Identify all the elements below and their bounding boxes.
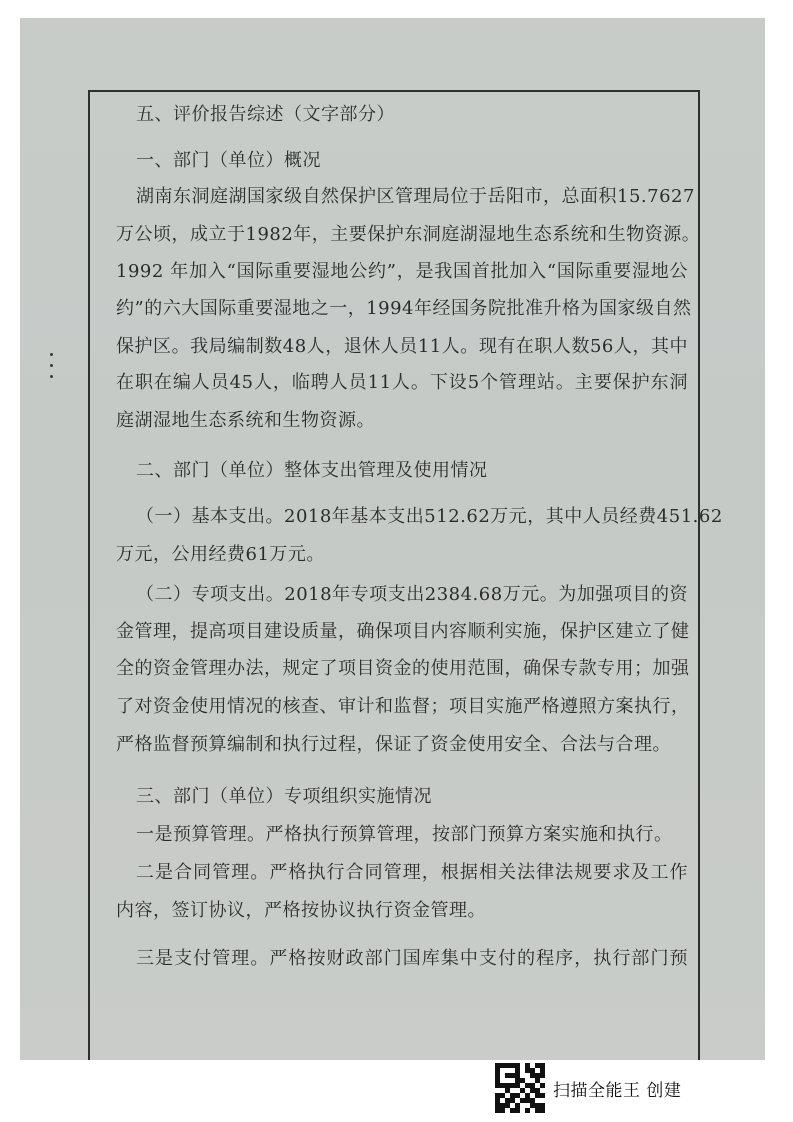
paragraph-line: 在职在编人员45人，临聘人员11人。下设5个管理站。主要保护东洞 (116, 372, 688, 393)
section-heading-2: 二、部门（单位）整体支出管理及使用情况 (136, 460, 488, 481)
qr-code-icon (495, 1063, 545, 1113)
paragraph-line: 保护区。我局编制数48人，退休人员11人。现有在职人数56人，其中 (116, 336, 688, 357)
paragraph-line: 万元，公用经费61万元。 (116, 544, 325, 565)
section-heading-5: 五、评价报告综述（文字部分） (136, 104, 395, 125)
paragraph-line: 万公顷，成立于1982年，主要保护东洞庭湖湿地生态系统和生物资源。 (116, 224, 701, 245)
watermark-label: 扫描全能王 创建 (553, 1080, 682, 1101)
scanner-watermark (495, 1062, 681, 1114)
section-heading-3: 三、部门（单位）专项组织实施情况 (136, 786, 432, 807)
paragraph-line: 严格监督预算编制和执行过程，保证了资金使用安全、合法与合理。 (116, 734, 671, 755)
paragraph-line: 一是预算管理。严格执行预算管理，按部门预算方案实施和执行。 (136, 824, 673, 845)
margin-marks (50, 353, 56, 383)
paragraph-line: 二是合同管理。严格执行合同管理，根据相关法律法规要求及工作 (136, 862, 688, 883)
paragraph-line: 内容，签订协议，严格按协议执行资金管理。 (116, 900, 486, 921)
paragraph-line: 三是支付管理。严格按财政部门国库集中支付的程序，执行部门预 (136, 948, 688, 969)
paragraph-line: 金管理，提高项目建设质量，确保项目内容顺利实施，保护区建立了健 (116, 621, 690, 642)
paragraph-line: （一）基本支出。2018年基本支出512.62万元，其中人员经费451.62 (136, 506, 723, 527)
paragraph-line: 全的资金管理办法，规定了项目资金的使用范围，确保专款专用；加强 (116, 658, 690, 679)
paragraph-line: 湖南东洞庭湖国家级自然保护区管理局位于岳阳市，总面积15.7627 (136, 186, 695, 207)
paragraph-line: 1992 年加入“国际重要湿地公约”，是我国首批加入“国际重要湿地公 (116, 261, 688, 282)
section-heading-1: 一、部门（单位）概况 (136, 150, 321, 171)
paragraph-line: （二）专项支出。2018年专项支出2384.68万元。为加强项目的资 (136, 584, 688, 605)
paragraph-line: 约”的六大国际重要湿地之一，1994年经国务院批准升格为国家级自然 (116, 298, 692, 319)
paragraph-line: 了对资金使用情况的核查、审计和监督；项目实施严格遵照方案执行， (116, 696, 690, 717)
paragraph-line: 庭湖湿地生态系统和生物资源。 (116, 410, 375, 431)
